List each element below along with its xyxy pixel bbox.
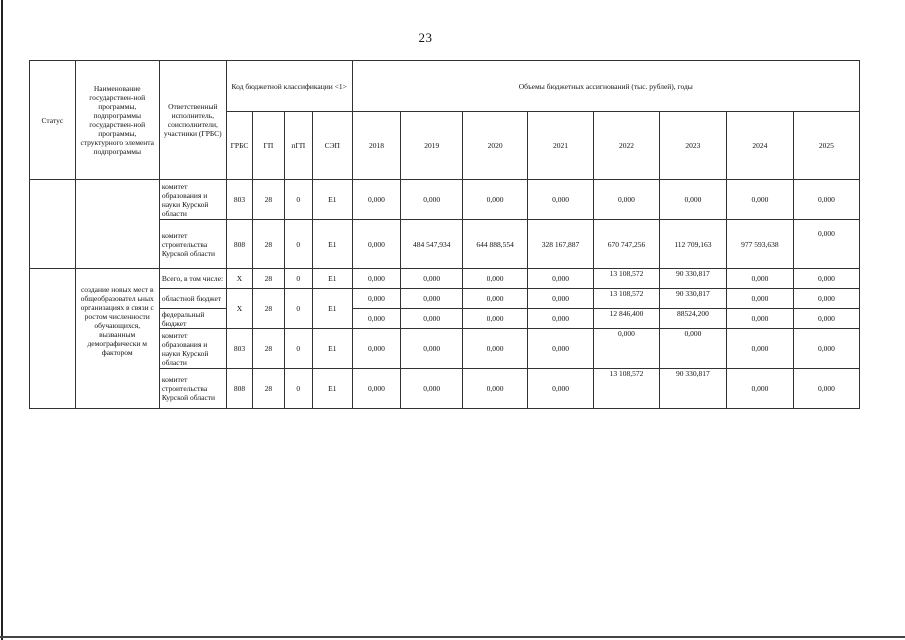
value-cell: 0,000: [726, 309, 793, 329]
value-cell: 0,000: [401, 180, 463, 220]
participant-cell: комитет строительства Курской области: [159, 220, 226, 269]
value-cell: 0,000: [352, 329, 401, 369]
gp-cell: 28: [253, 220, 284, 269]
pgp-cell: 0: [284, 180, 312, 220]
gp-cell: 28: [253, 289, 284, 329]
value-cell: 977 593,638: [726, 220, 793, 269]
header-year-2018: 2018: [352, 112, 401, 180]
value-cell: 0,000: [352, 269, 401, 289]
value-cell: 88524,200: [659, 309, 726, 329]
value-cell: 13 108,572: [594, 269, 660, 289]
pgp-cell: 0: [284, 220, 312, 269]
header-gp: ГП: [253, 112, 284, 180]
header-pgp: пГП: [284, 112, 312, 180]
header-year-2021: 2021: [528, 112, 594, 180]
gp-cell: 28: [253, 180, 284, 220]
status-cell: [30, 180, 76, 269]
value-cell: 0,000: [401, 309, 463, 329]
value-cell: 0,000: [726, 180, 793, 220]
page-number: 23: [418, 30, 433, 45]
pgp-cell: 0: [284, 269, 312, 289]
header-responsible: Ответственный исполнитель, соисполнители, участники (ГРБС): [159, 61, 226, 180]
value-cell: 0,000: [793, 329, 859, 369]
participant-cell: комитет образования и науки Курской области: [159, 329, 226, 369]
value-cell: 0,000: [726, 329, 793, 369]
grbs-cell: 808: [226, 220, 252, 269]
value-cell: 0,000: [352, 369, 401, 409]
value-cell: 0,000: [793, 180, 859, 220]
header-grbs: ГРБС: [226, 112, 252, 180]
element-name-cell: создание новых мест в общеобразовател ьных организациях в связи с ростом численности обучающихся, вызванным демографически м фактором: [75, 269, 159, 409]
value-cell: 0,000: [352, 220, 401, 269]
header-sep: СЭП: [312, 112, 352, 180]
value-cell: 0,000: [659, 180, 726, 220]
gp-cell: 28: [253, 369, 284, 409]
value-cell: 0,000: [528, 309, 594, 329]
sep-cell: Е1: [312, 269, 352, 289]
value-cell: 0,000: [401, 369, 463, 409]
header-budget-code: Код бюджетной классификации <1>: [226, 61, 352, 112]
pgp-cell: 0: [284, 369, 312, 409]
value-cell: 0,000: [463, 180, 528, 220]
table-row: [30, 269, 860, 289]
grbs-cell: Х: [226, 269, 252, 289]
value-cell: 0,000: [659, 329, 726, 369]
participant-cell: Всего, в том числе:: [159, 269, 226, 289]
value-cell: 0,000: [793, 369, 859, 409]
header-name: Наименование государствен-ной программы, подпрограммы государствен-ной программы, структурного элемента подпрограммы: [75, 61, 159, 180]
value-cell: 0,000: [528, 180, 594, 220]
sep-cell: Е1: [312, 369, 352, 409]
value-cell: 0,000: [726, 369, 793, 409]
sep-cell: Е1: [312, 220, 352, 269]
value-cell: 328 167,887: [528, 220, 594, 269]
value-cell: 0,000: [401, 269, 463, 289]
participant-cell: федеральный бюджет: [159, 309, 226, 329]
name-cell: [75, 180, 159, 269]
grbs-cell: 803: [226, 329, 252, 369]
value-cell: 0,000: [793, 309, 859, 329]
value-cell: 0,000: [352, 289, 401, 309]
value-cell: 90 330,817: [659, 369, 726, 409]
value-cell: 0,000: [528, 329, 594, 369]
grbs-cell: Х: [226, 289, 252, 329]
page-border-left: [1, 0, 3, 640]
value-cell: 0,000: [463, 309, 528, 329]
gp-cell: 28: [253, 269, 284, 289]
value-cell: 0,000: [594, 329, 660, 369]
gp-cell: 28: [253, 329, 284, 369]
value-cell: 0,000: [594, 180, 660, 220]
value-cell: 0,000: [463, 289, 528, 309]
value-cell: 0,000: [352, 309, 401, 329]
value-cell: 0,000: [528, 289, 594, 309]
status-cell: [30, 269, 76, 409]
grbs-cell: 803: [226, 180, 252, 220]
value-cell: 484 547,934: [401, 220, 463, 269]
header-year-2022: 2022: [594, 112, 660, 180]
sep-cell: Е1: [312, 180, 352, 220]
participant-cell: комитет образования и науки Курской области: [159, 180, 226, 220]
value-cell: 13 108,572: [594, 369, 660, 409]
value-cell: 644 888,554: [463, 220, 528, 269]
value-cell: 0,000: [726, 269, 793, 289]
sep-cell: Е1: [312, 289, 352, 329]
value-cell: 12 846,400: [594, 309, 660, 329]
participant-cell: областной бюджет: [159, 289, 226, 309]
value-cell: 0,000: [793, 269, 859, 289]
header-year-2025: 2025: [793, 112, 859, 180]
value-cell: 0,000: [401, 329, 463, 369]
value-cell: 0,000: [793, 289, 859, 309]
grbs-cell: 808: [226, 369, 252, 409]
value-cell: 0,000: [352, 180, 401, 220]
table-row: [30, 180, 860, 220]
page-border-bottom: [0, 636, 905, 638]
sep-cell: Е1: [312, 329, 352, 369]
participant-cell: комитет строительства Курской области: [159, 369, 226, 409]
pgp-cell: 0: [284, 329, 312, 369]
value-cell: 0,000: [528, 269, 594, 289]
header-row-1: [30, 61, 860, 112]
header-year-2020: 2020: [463, 112, 528, 180]
value-cell: 90 330,817: [659, 289, 726, 309]
pgp-cell: 0: [284, 289, 312, 329]
header-year-2019: 2019: [401, 112, 463, 180]
value-cell: 670 747,256: [594, 220, 660, 269]
header-volumes: Объемы бюджетных ассигнований (тыс. рублей), годы: [352, 61, 859, 112]
value-cell: 90 330,817: [659, 269, 726, 289]
value-cell: 0,000: [401, 289, 463, 309]
value-cell: 0,000: [528, 369, 594, 409]
header-status: Статус: [30, 61, 76, 180]
value-cell: 0,000: [793, 220, 859, 269]
value-cell: 0,000: [463, 369, 528, 409]
value-cell: 0,000: [463, 269, 528, 289]
header-year-2023: 2023: [659, 112, 726, 180]
budget-allocation-table: [29, 60, 860, 409]
value-cell: 112 709,163: [659, 220, 726, 269]
header-year-2024: 2024: [726, 112, 793, 180]
value-cell: 0,000: [463, 329, 528, 369]
value-cell: 0,000: [726, 289, 793, 309]
value-cell: 13 108,572: [594, 289, 660, 309]
